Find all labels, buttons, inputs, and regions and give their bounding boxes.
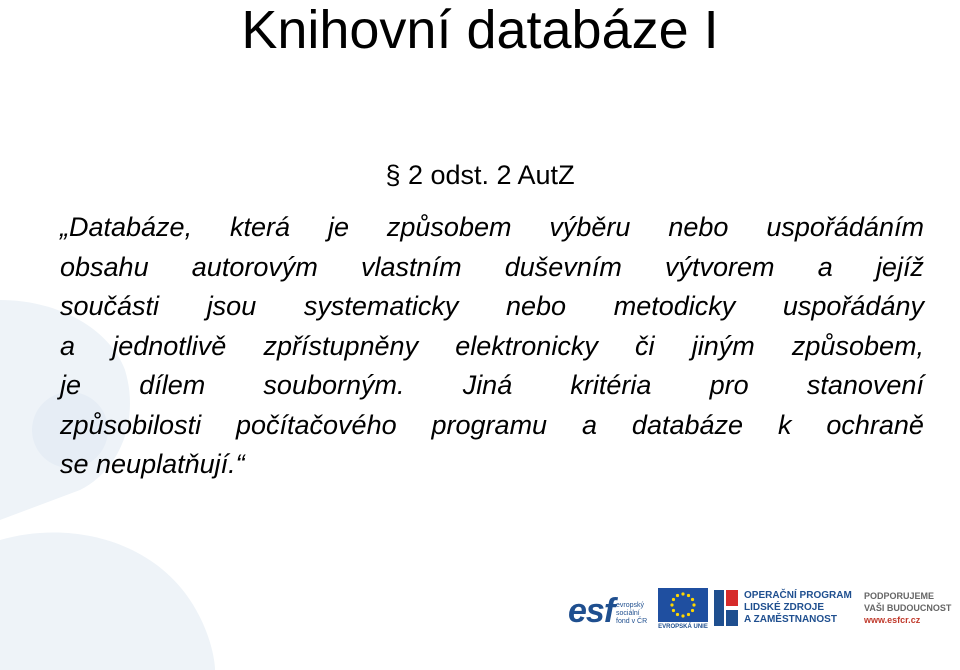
op-lzz-text: [744, 590, 852, 626]
op-lzz-logo: [714, 584, 854, 636]
quote-line: [60, 327, 924, 367]
quote-word: metodicky: [613, 291, 736, 321]
quote-word: nebo: [506, 291, 567, 321]
quote-word: k: [777, 409, 792, 440]
quote-line: [60, 248, 924, 288]
quote-word: programu: [431, 409, 548, 440]
esf-sub-line: evropský: [616, 602, 645, 609]
slide-title: Knihovní databáze I: [241, 0, 719, 60]
esf-logo-mark: esf: [568, 592, 615, 630]
quote-word: databáze: [631, 409, 744, 440]
slide-subtitle: § 2 odst. 2 AutZ: [385, 160, 575, 190]
quote-word: nebo: [668, 212, 729, 242]
esf-sub-line: fond v ČR: [616, 618, 648, 625]
eu-logo-label: EVROPSKÁ UNIE: [658, 624, 708, 630]
esf-logo: [568, 584, 650, 636]
quote-word: „Databáze,: [60, 212, 193, 242]
quote-line-last: se neuplatňují.“: [60, 449, 245, 479]
support-url-link[interactable]: www.esfcr.cz: [864, 615, 921, 625]
quote-word: souborným.: [263, 370, 405, 400]
eu-star-icon: [691, 609, 694, 612]
quote-line: [60, 366, 924, 406]
quote-word: způsobilosti: [60, 409, 202, 440]
quote-word: Jiná: [462, 370, 513, 400]
esf-sub-line: sociální: [616, 610, 640, 617]
eu-star-icon: [687, 613, 690, 616]
watermark-shape-lower: [0, 533, 215, 670]
quote-word: kritéria: [570, 370, 652, 400]
quote-word: jiným: [691, 330, 755, 361]
quote-word: je: [327, 212, 349, 242]
eu-star-icon: [691, 598, 694, 601]
op-line: A ZAMĚSTNANOST: [744, 614, 837, 625]
quote-word: stanovení: [806, 370, 924, 400]
op-lzz-mark-icon: [714, 590, 738, 626]
quote-word: či: [635, 330, 655, 361]
quote-word: jsou: [206, 291, 257, 321]
quote-word: a: [60, 330, 76, 361]
quote-word: uspořádáním: [766, 212, 924, 242]
quote-word: systematicky: [303, 291, 459, 321]
footer-logos: [568, 584, 960, 640]
eu-star-icon: [692, 603, 695, 606]
eu-star-icon: [676, 594, 679, 597]
quote-word: elektronicky: [455, 330, 598, 361]
esf-logo-subtext: [616, 602, 656, 626]
op-line: OPERAČNÍ PROGRAM: [744, 590, 852, 601]
eu-star-icon: [687, 594, 690, 597]
quote-word: způsobem,: [791, 330, 924, 361]
op-line: LIDSKÉ ZDROJE: [744, 602, 825, 613]
quote-word: výběru: [549, 212, 631, 242]
quote-word: výtvorem: [665, 251, 775, 282]
quote-word: jednotlivě: [112, 330, 227, 361]
quote-word: duševním: [504, 251, 622, 282]
quote-word: a: [817, 251, 833, 282]
quote-word: pro: [709, 370, 749, 400]
eu-star-icon: [681, 614, 684, 617]
support-line: VAŠI BUDOUCNOST: [864, 603, 952, 613]
quote-word: jejíž: [875, 251, 924, 282]
support-logo: [860, 584, 960, 636]
eu-star-icon: [670, 603, 673, 606]
quote-word: obsahu: [60, 251, 149, 282]
quote-word: dílem: [139, 370, 206, 400]
support-text: [864, 590, 951, 626]
quote-line: [60, 208, 924, 248]
quote-word: vlastním: [361, 251, 462, 282]
quote-word: způsobem: [386, 212, 512, 242]
quote-word: součásti: [60, 291, 160, 321]
quote-line: [60, 406, 924, 446]
eu-star-icon: [672, 609, 675, 612]
quote-word: uspořádány: [782, 291, 924, 321]
eu-flag-icon: [658, 588, 708, 622]
eu-logo: [652, 584, 714, 636]
quote-word: je: [60, 370, 82, 400]
eu-star-icon: [676, 613, 679, 616]
quote-word: ochraně: [826, 409, 924, 440]
quote-word: a: [581, 409, 598, 440]
support-line: PODPORUJEME: [864, 591, 935, 601]
quote-word: zpřístupněny: [263, 330, 419, 361]
quote-line: [60, 287, 924, 327]
eu-star-icon: [681, 592, 684, 595]
quote-word: autorovým: [191, 251, 318, 282]
eu-star-icon: [672, 598, 675, 601]
quote-body: [60, 208, 924, 485]
quote-word: počítačového: [235, 409, 397, 440]
quote-word: která: [230, 212, 291, 242]
